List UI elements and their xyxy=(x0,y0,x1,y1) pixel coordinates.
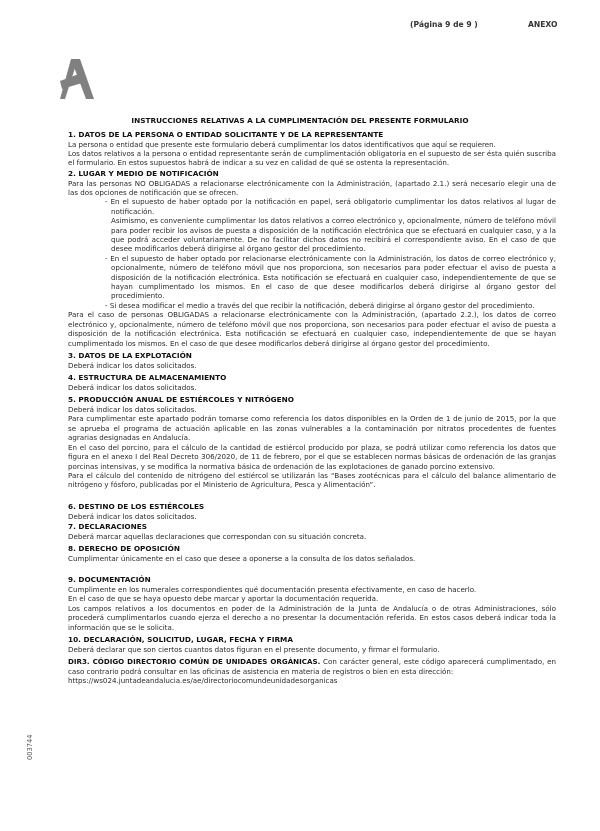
paragraph: Deberá indicar los datos solicitados. xyxy=(68,511,197,521)
paragraph: Deberá indicar los datos solicitados. xyxy=(68,382,197,392)
section-heading: 2. LUGAR Y MEDIO DE NOTIFICACIÓN xyxy=(68,169,219,178)
section-7 xyxy=(68,522,556,541)
section-heading: 6. DESTINO DE LOS ESTIÉRCOLES xyxy=(68,501,205,511)
paragraph: Deberá marcar aquellas declaraciones que correspondan con su situación concreta. xyxy=(68,531,367,541)
paragraph: Para el caso de personas OBLIGADAS a relacionarse electrónicamente con la Administración, (apartado 2.2.), los datos de correo electrónico y, opcionalmente, número de teléfono móvil que nos proporciona, son necesarios para poder efectuar el aviso de puesta a disposición de la notificación electrónica. Esta notificación se efectuará en cualquier caso, independientemente de que se hayan cumplimentado los mismos. En el caso de que desee modificarlos deberá dirigirse al órgano gestor del procedimiento. xyxy=(68,310,556,348)
paragraph: Los datos relativos a la persona o entidad representante serán de cumplimentación obligatoria en el supuesto de ser ésta quién suscriba el formulario. En estos supuestos habrá de indicar a su vez en calidad de qué se ostenta la representación. xyxy=(68,149,556,168)
section-2 xyxy=(68,169,556,348)
paragraph: Para el cálculo del contenido de nitrógeno del estiércol se utilizarán las “Bases zootécnicas para el cálculo del balance alimentario de nitrógeno y fósforo, publicadas por el Ministerio de Agricultura, Pesca y Alimentación”. xyxy=(68,470,556,490)
section-8 xyxy=(68,544,556,563)
bullet-item: - En el supuesto de haber optado por la notificación en papel, será obligatorio cumplimentar los datos relativos al lugar de notificación. xyxy=(105,197,556,216)
section-heading: 1. DATOS DE LA PERSONA O ENTIDAD SOLICITANTE Y DE LA REPRESENTANTE xyxy=(68,130,384,139)
paragraph: La persona o entidad que presente este formulario deberá cumplimentar los datos identificativos que aquí se requieren. xyxy=(68,139,496,149)
paragraph: En el caso del porcino, para el cálculo de la cantidad de estiércol producido por plaza, se podrá utilizar como referencia los datos que figura en el anexo I del Real Decreto 306/2020, de 11 de febrero, por el que se establecen normas básicas de ordenación de las granjas porcinas intensivas, y se modifica la normativa básica de ordenación de las explotaciones de ganado porcino extensivo. xyxy=(68,442,556,471)
dir3-text: Con carácter general, este código aparecerá cumplimentado, en caso contrario podrá consultar en las oficinas de asistencia en materia de registros o bien en esta dirección: xyxy=(68,657,556,676)
section-10 xyxy=(68,635,556,654)
paragraph: Para las personas NO OBLIGADAS a relacionarse electrónicamente con la Administración, (apartado 2.1.) será necesario elegir una de las dos opciones de notificación que se ofrecen. xyxy=(68,178,556,197)
section-heading: 10. DECLARACIÓN, SOLICITUD, LUGAR, FECHA Y FIRMA xyxy=(68,635,293,645)
section-4 xyxy=(68,373,556,392)
annex-label: ANEXO xyxy=(528,20,558,29)
dir3-url-link[interactable]: https://ws024.juntadeandalucia.es/ae/directoriocomundeunidadesorganicas xyxy=(68,676,338,686)
paragraph: Los campos relativos a los documentos en poder de la Administración de la Junta de Andalucía o de otras Administraciones, sólo procederá cumplimentarlos cuando ejerza el derecho a no presentar la documentación referida. En estos casos deberá indicar toda la información que se le solicita. xyxy=(68,603,556,632)
bullet-item: - En el supuesto de haber optado por relacionarse electrónicamente con la Administración, los datos de correo electrónico y, opcionalmente, número de teléfono móvil que nos proporciona, son necesarios para poder efectuar el aviso de puesta a disposición de la notificación electrónica. Esta notificación se efectuará en cualquier caso, independientemente de que se hayan cumplimentado los mismos. En el caso de que desee modificarlos deberá dirigirse al órgano gestor del procedimiento. xyxy=(105,253,556,301)
bullet-continuation: Asimismo, es conveniente cumplimentar los datos relativos a correo electrónico y, opcionalmente, número de teléfono móvil para poder recibir los avisos de puesta a disposición de la notificación electrónica que se efectuará en cualquier caso, y a la que podrá acceder voluntariamente. De no facilitar dichos datos no recibirá el correspondiente aviso. En el caso de que desee modificarlos deberá dirigirse al órgano gestor del procedimiento. xyxy=(111,216,556,254)
paragraph: Cumplimente en los numerales correspondientes qué documentación presenta efectivamente, en caso de hacerlo. xyxy=(68,585,477,595)
instructions-body xyxy=(68,130,556,687)
section-heading: 9. DOCUMENTACIÓN xyxy=(68,575,151,585)
form-title: INSTRUCCIONES RELATIVAS A LA CUMPLIMENTACIÓN DEL PRESENTE FORMULARIO xyxy=(131,116,469,125)
section-dir3 xyxy=(68,657,556,685)
section-3 xyxy=(68,351,556,370)
section-heading: 4. ESTRUCTURA DE ALMACENAMIENTO xyxy=(68,373,227,383)
dir3-heading: DIR3. CÓDIGO DIRECTORIO COMÚN DE UNIDADES ORGÁNICAS. xyxy=(68,657,321,667)
paragraph: Deberá indicar los datos solicitados. xyxy=(68,360,197,370)
paragraph: Cumplimentar únicamente en el caso que desee a oponerse a la consulta de los datos señalados. xyxy=(68,553,416,563)
section-heading: 3. DATOS DE LA EXPLOTACIÓN xyxy=(68,351,192,361)
section-heading: 5. PRODUCCIÓN ANUAL DE ESTIÉRCOLES Y NITRÓGENO xyxy=(68,395,294,405)
paragraph: Para cumplimentar este apartado podrán tomarse como referencia los datos disponibles en la Orden de 1 de junio de 2015, por la que se aprueba el programa de actuación aplicable en las zonas vulnerables a la contaminación por nitratos procedentes de fuentes agrarias designadas en Andalucía. xyxy=(68,414,556,443)
section-6 xyxy=(68,502,556,521)
dir3-paragraph xyxy=(68,657,556,676)
junta-andalucia-logo-icon xyxy=(60,59,94,99)
section-9 xyxy=(68,575,556,632)
section-heading: 7. DECLARACIONES xyxy=(68,522,147,532)
page-number: (Página 9 de 9 ) xyxy=(410,20,478,29)
section-5 xyxy=(68,395,556,489)
side-document-code: 003744 xyxy=(26,734,34,760)
paragraph: Deberá declarar que son ciertos cuantos datos figuran en el presente documento, y firmar el formulario. xyxy=(68,644,440,654)
section-heading: 8. DERECHO DE OPOSICIÓN xyxy=(68,544,180,554)
paragraph: Deberá indicar los datos solicitados. xyxy=(68,405,197,415)
paragraph: En el caso de que se haya opuesto debe marcar y aportar la documentación requerida. xyxy=(68,594,379,604)
bullet-item: - Si desea modificar el medio a través del que recibir la notificación, deberá dirigirse al órgano gestor del procedimiento. xyxy=(105,300,535,310)
section-1 xyxy=(68,130,556,168)
